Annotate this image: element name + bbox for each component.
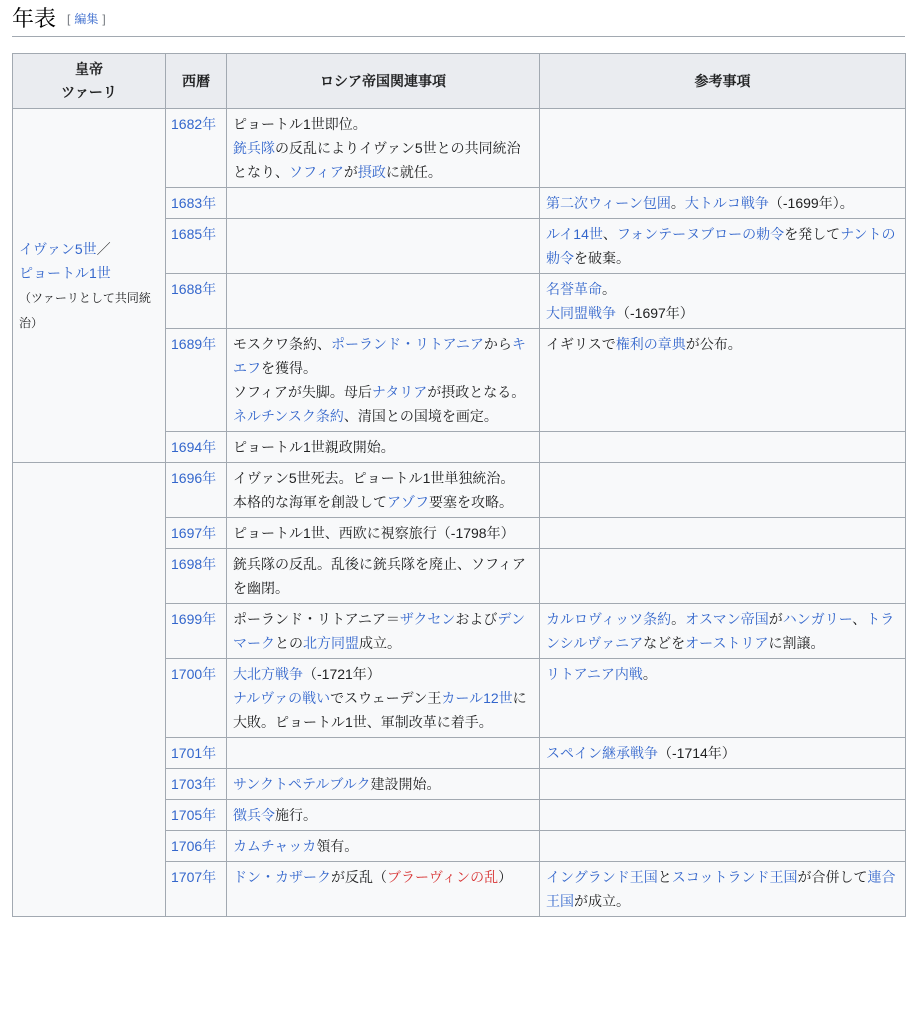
- header-row: [13, 54, 906, 109]
- event-text: （-1714年）: [658, 745, 736, 761]
- event-text: を獲得。: [261, 360, 317, 376]
- article-link[interactable]: 摂政: [357, 164, 386, 180]
- reference-events-cell: [540, 274, 906, 329]
- article-link[interactable]: 連合王国: [546, 869, 896, 909]
- event-text: が成立。: [574, 893, 630, 909]
- article-link[interactable]: デンマーク: [233, 611, 526, 651]
- reference-events-cell: [540, 659, 906, 738]
- article-link[interactable]: 大北方戦争: [233, 666, 303, 682]
- event-text: 要塞を攻略。: [429, 494, 513, 510]
- reference-events-cell: [540, 463, 906, 518]
- year-link[interactable]: 1705年: [171, 807, 217, 823]
- year-cell: [166, 862, 227, 917]
- year-link[interactable]: 1683年: [171, 195, 217, 211]
- year-cell: [166, 329, 227, 432]
- event-text: 、: [602, 226, 617, 242]
- reign-separator: ／: [96, 240, 111, 257]
- article-link[interactable]: ソフィア: [289, 164, 344, 180]
- event-text: モスクワ条約、: [233, 336, 331, 352]
- event-text: ピョートル1世、西欧に視察旅行（-1798年）: [233, 525, 515, 541]
- edit-section: [67, 12, 106, 26]
- event-text: と: [657, 869, 672, 885]
- edit-bracket-close: ]: [102, 12, 106, 26]
- russia-events-cell: [227, 800, 540, 831]
- russia-events-cell: [227, 463, 540, 518]
- event-text: ポーランド・リトアニア＝: [233, 611, 400, 627]
- event-text: が摂政となる。: [427, 384, 526, 400]
- year-cell: [166, 219, 227, 274]
- event-text: 。: [671, 611, 686, 627]
- russia-events-cell: [227, 274, 540, 329]
- russia-events-cell: [227, 219, 540, 274]
- russia-events-cell: [227, 518, 540, 549]
- reference-events-cell: [540, 109, 906, 188]
- year-link[interactable]: 1703年: [171, 776, 217, 792]
- year-link[interactable]: 1700年: [171, 666, 217, 682]
- year-cell: [166, 463, 227, 518]
- event-text: 、: [852, 611, 867, 627]
- year-link[interactable]: 1696年: [171, 470, 217, 486]
- year-cell: [166, 831, 227, 862]
- emperor-link[interactable]: ピョートル1世: [19, 264, 111, 281]
- event-text: 施行。: [275, 807, 317, 823]
- event-text: との: [275, 635, 303, 651]
- article-link[interactable]: カール12世: [441, 690, 513, 706]
- event-text: でスウェーデン王: [330, 690, 442, 706]
- article-link[interactable]: ザクセン: [399, 611, 456, 627]
- year-cell: [166, 518, 227, 549]
- reference-events-cell: [540, 738, 906, 769]
- year-link[interactable]: 1706年: [171, 838, 217, 854]
- article-link[interactable]: 名誉革命: [546, 281, 602, 297]
- russia-events-cell: [227, 329, 540, 432]
- article-link[interactable]: 第二次ウィーン包囲: [546, 195, 671, 211]
- event-text: から: [483, 336, 512, 352]
- event-text: が: [343, 164, 358, 180]
- reign-note: （ツァーリとして共同統治）: [19, 290, 151, 330]
- article-link[interactable]: ネルチンスク条約: [233, 408, 344, 424]
- year-cell: [166, 188, 227, 219]
- article-link[interactable]: フォンテーヌブローの勅令: [616, 226, 785, 242]
- year-cell: [166, 738, 227, 769]
- year-link[interactable]: 1694年: [171, 439, 217, 455]
- header-emperor-line1: 皇帝: [75, 61, 103, 77]
- article-link[interactable]: オーストリア: [685, 635, 769, 651]
- event-text: 銃兵隊の反乱。乱後に銃兵隊を廃止、ソフィアを幽閉。: [233, 556, 526, 596]
- event-text: に就任。: [385, 164, 442, 180]
- event-text: ピョートル1世親政開始。: [233, 439, 395, 455]
- event-text: ピョートル1世即位。: [233, 116, 367, 132]
- russia-events-cell: [227, 432, 540, 463]
- event-text: （-1699年）。: [768, 195, 854, 211]
- article-link[interactable]: ポーランド・リトアニア: [331, 336, 484, 352]
- year-link[interactable]: 1685年: [171, 226, 217, 242]
- event-text: を破棄。: [574, 250, 630, 266]
- article-link[interactable]: ルイ14世: [546, 226, 603, 242]
- reign-cell: [13, 463, 166, 917]
- event-text: 本格的な海軍を創設して: [233, 494, 387, 510]
- table-row: [13, 463, 906, 518]
- article-link[interactable]: リトアニア内戦: [546, 666, 643, 682]
- year-link[interactable]: 1707年: [171, 869, 217, 885]
- article-link[interactable]: オスマン帝国: [685, 611, 769, 627]
- article-link[interactable]: 北方同盟: [303, 635, 359, 651]
- article-link[interactable]: イングランド王国: [546, 869, 658, 885]
- year-cell: [166, 274, 227, 329]
- section-title: 年表: [12, 6, 57, 31]
- event-text: が反乱（: [331, 869, 387, 885]
- russia-events-cell: [227, 831, 540, 862]
- event-text: に割譲。: [768, 635, 825, 651]
- event-text: に大敗。ピョートル1世、軍制改革に着手。: [233, 690, 527, 730]
- event-text: 建設開始。: [370, 776, 441, 792]
- reference-events-cell: [540, 219, 906, 274]
- year-link[interactable]: 1701年: [171, 745, 217, 761]
- year-cell: [166, 659, 227, 738]
- event-text: イギリスで: [546, 336, 616, 352]
- event-text: 。: [670, 195, 685, 211]
- year-cell: [166, 549, 227, 604]
- event-text: の反乱によりイヴァン5世との共同統治となり、: [233, 140, 521, 180]
- article-link[interactable]: トランシルヴァニア: [546, 611, 895, 651]
- event-text: 、清国との国境を画定。: [343, 408, 498, 424]
- table-row: [13, 109, 906, 188]
- event-text: 成立。: [359, 635, 401, 651]
- year-link[interactable]: 1688年: [171, 281, 217, 297]
- reference-events-cell: [540, 518, 906, 549]
- russia-events-cell: [227, 738, 540, 769]
- event-text: ソフィアが失脚。母后: [233, 384, 372, 400]
- article-link[interactable]: キエフ: [233, 336, 526, 376]
- header-emperor: [13, 54, 166, 109]
- section-heading: [12, 4, 905, 37]
- article-link[interactable]: カルロヴィッツ条約: [546, 611, 672, 627]
- redlink[interactable]: ブラーヴィンの乱: [387, 869, 499, 885]
- year-link[interactable]: 1682年: [171, 116, 217, 132]
- reference-events-cell: [540, 800, 906, 831]
- event-text: 。: [602, 281, 616, 297]
- edit-link[interactable]: 編集: [74, 12, 99, 26]
- article-link[interactable]: 徴兵令: [233, 807, 275, 823]
- event-text: が合併して: [797, 869, 868, 885]
- article-link[interactable]: サンクトペテルブルク: [233, 776, 371, 792]
- header-reference-events: 参考事項: [540, 54, 906, 109]
- header-russia-events: ロシア帝国関連事項: [227, 54, 540, 109]
- year-link[interactable]: 1689年: [171, 336, 217, 352]
- article-link[interactable]: スコットランド王国: [671, 869, 798, 885]
- reference-events-cell: [540, 329, 906, 432]
- reference-events-cell: [540, 831, 906, 862]
- event-text: などを: [643, 635, 686, 651]
- header-emperor-line2: ツァーリ: [61, 84, 117, 100]
- article-link[interactable]: ハンガリー: [782, 611, 853, 627]
- event-text: 領有。: [316, 838, 359, 854]
- article-link[interactable]: ドン・カザーク: [233, 869, 331, 885]
- article-link[interactable]: 銃兵隊: [233, 140, 275, 156]
- reference-events-cell: [540, 604, 906, 659]
- event-text: イヴァン5世死去。ピョートル1世単独統治。: [233, 470, 515, 486]
- year-cell: [166, 769, 227, 800]
- year-cell: [166, 800, 227, 831]
- event-text: を発して: [784, 226, 841, 242]
- article-link[interactable]: ナルヴァの戦い: [233, 690, 331, 706]
- chronology-table: [12, 53, 906, 917]
- event-text: 。: [642, 666, 657, 682]
- russia-events-cell: [227, 862, 540, 917]
- article-link[interactable]: 大同盟戦争: [546, 305, 616, 321]
- article-link[interactable]: 権利の章典: [615, 336, 686, 352]
- article-link[interactable]: 大トルコ戦争: [684, 195, 769, 211]
- event-text: が公布。: [685, 336, 742, 352]
- event-text: が: [768, 611, 783, 627]
- russia-events-cell: [227, 659, 540, 738]
- article-link[interactable]: ナタリア: [371, 384, 428, 400]
- reference-events-cell: [540, 769, 906, 800]
- event-text: ）: [498, 869, 513, 885]
- article-link[interactable]: カムチャッカ: [233, 838, 317, 854]
- header-year: 西暦: [166, 54, 227, 109]
- reign-cell: [13, 109, 166, 463]
- russia-events-cell: [227, 769, 540, 800]
- year-cell: [166, 109, 227, 188]
- event-text: および: [455, 611, 498, 627]
- russia-events-cell: [227, 604, 540, 659]
- year-link[interactable]: 1697年: [171, 525, 217, 541]
- event-text: （-1721年）: [303, 666, 381, 682]
- article-link[interactable]: スペイン継承戦争: [546, 745, 658, 761]
- russia-events-cell: [227, 188, 540, 219]
- event-text: （-1697年）: [616, 305, 694, 321]
- russia-events-cell: [227, 109, 540, 188]
- reference-events-cell: [540, 432, 906, 463]
- reference-events-cell: [540, 862, 906, 917]
- reference-events-cell: [540, 549, 906, 604]
- reference-events-cell: [540, 188, 906, 219]
- article-link[interactable]: アゾフ: [387, 494, 429, 510]
- edit-bracket-open: [: [67, 12, 71, 26]
- russia-events-cell: [227, 549, 540, 604]
- year-link[interactable]: 1698年: [171, 556, 217, 572]
- year-link[interactable]: 1699年: [171, 611, 217, 627]
- article-link[interactable]: ナントの勅令: [546, 226, 896, 266]
- emperor-link[interactable]: イヴァン5世: [19, 240, 97, 257]
- year-cell: [166, 432, 227, 463]
- year-cell: [166, 604, 227, 659]
